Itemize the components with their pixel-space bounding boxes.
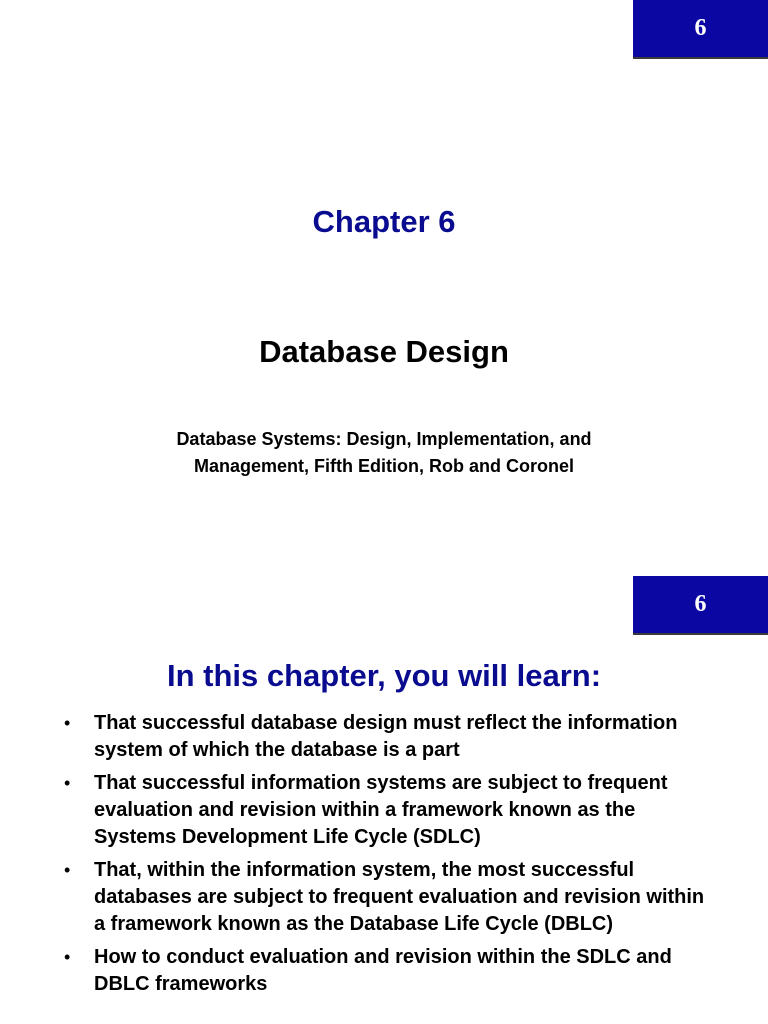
- list-item: [62, 944, 712, 998]
- bullet-icon: •: [64, 947, 71, 967]
- chapter-number-badge: 6: [633, 0, 768, 57]
- book-citation: [84, 426, 684, 480]
- list-item: [62, 857, 712, 938]
- slide-main-title: Database Design: [259, 334, 509, 369]
- bullet-icon: •: [64, 713, 71, 733]
- list-item-text: How to conduct evaluation and revision within the SDLC and DBLC frameworks: [94, 946, 672, 995]
- bullet-icon: •: [64, 773, 71, 793]
- chapter-number-badge: 6: [633, 576, 768, 633]
- list-item: [62, 710, 712, 764]
- list-item-text: That, within the information system, the most successful databases are subject to frequent evaluation and revision within a framework known as the Database Life Cycle (DBLC): [94, 859, 705, 935]
- chapter-title: Chapter 6: [312, 204, 456, 239]
- objectives-slide: [0, 576, 768, 1024]
- book-citation-line-1: Database Systems: Design, Implementation, and: [176, 429, 592, 449]
- list-item-text: That successful database design must reflect the information system of which the database is a part: [94, 712, 678, 761]
- list-item: [62, 770, 712, 851]
- bullet-icon: •: [64, 860, 71, 880]
- list-item-text: That successful information systems are subject to frequent evaluation and revision within a framework known as the Systems Development Life Cycle (SDLC): [94, 772, 668, 848]
- objectives-list: [62, 710, 712, 1004]
- section-heading: In this chapter, you will learn:: [166, 658, 602, 693]
- book-citation-line-2: Management, Fifth Edition, Rob and Coronel: [194, 456, 574, 476]
